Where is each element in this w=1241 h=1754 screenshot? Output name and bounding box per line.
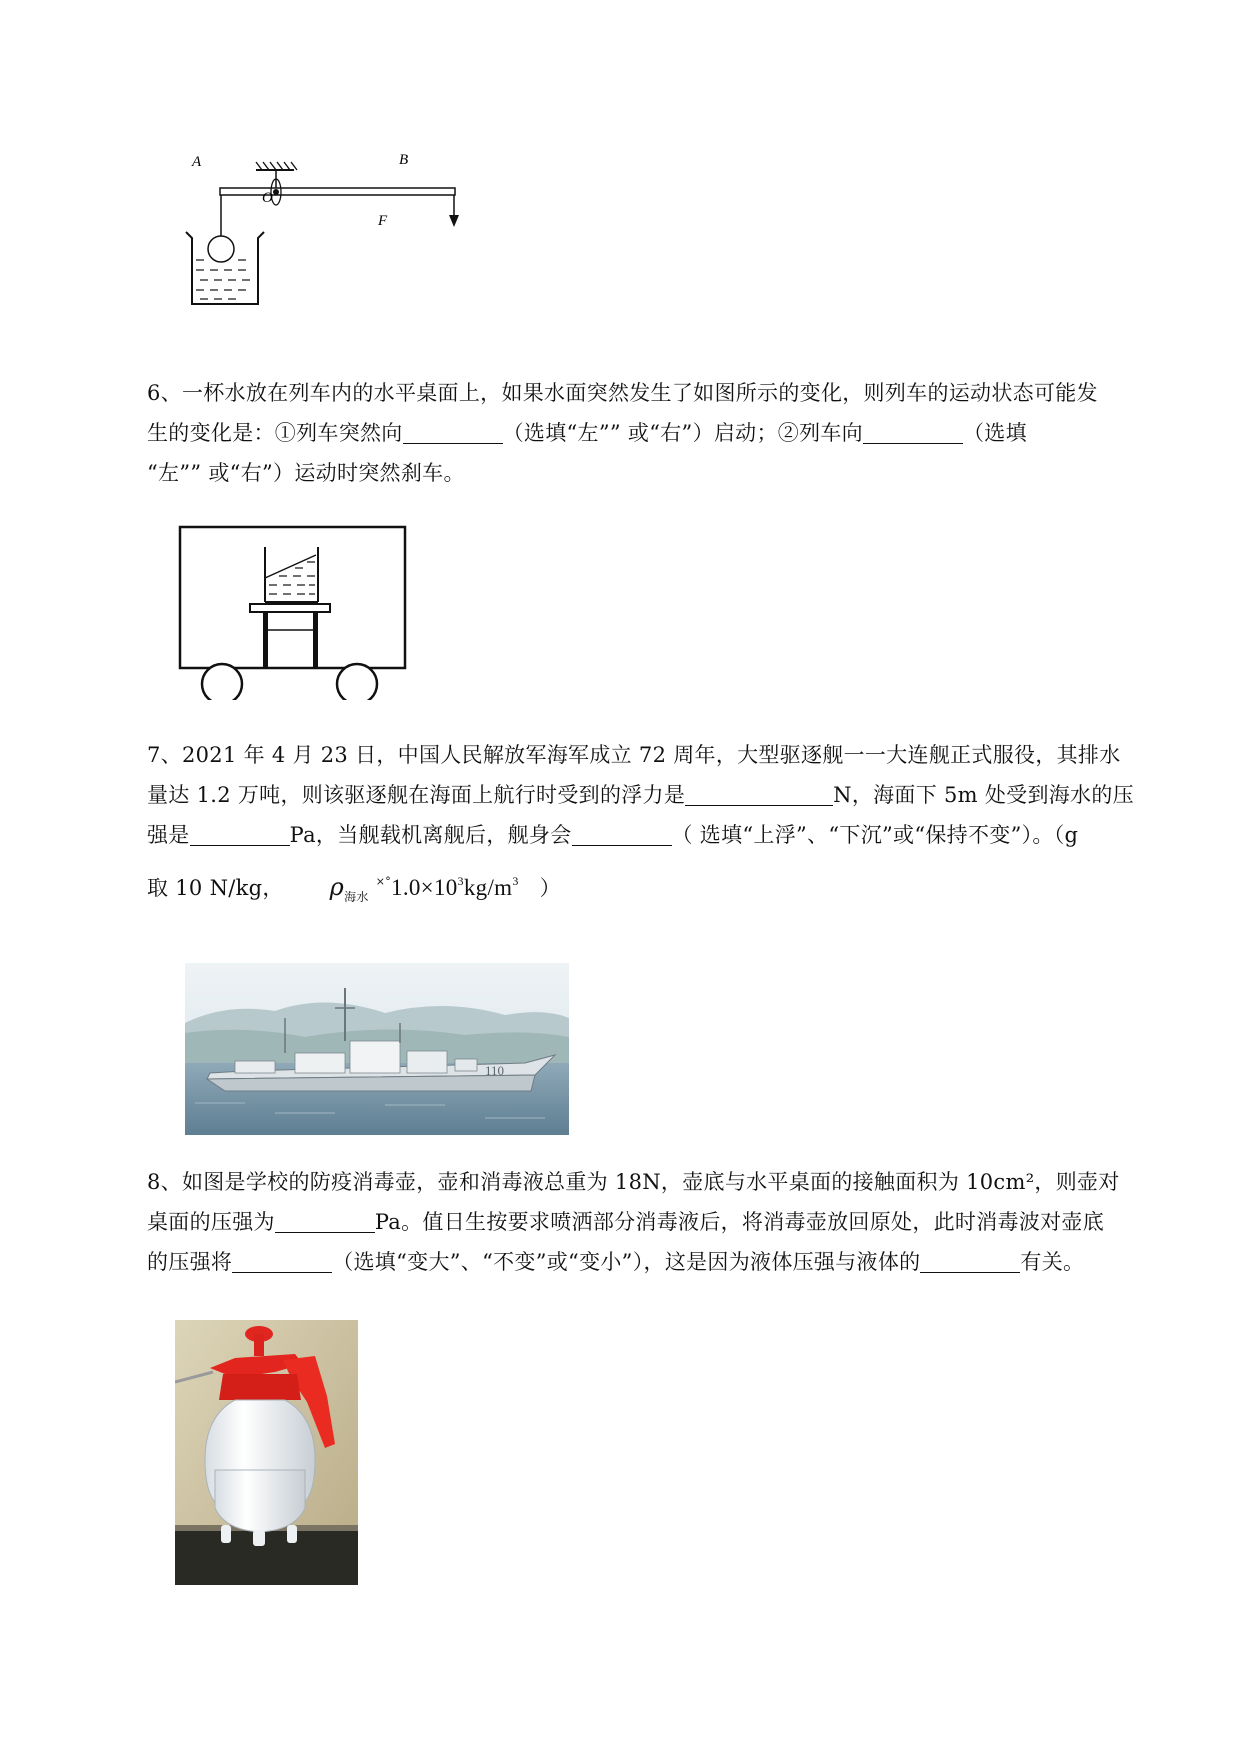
q7-line-4: 取 10 N/kg， $\rho_{海水}$ $^{\times^\circ}1.0\times 10^3kg/m^3$ ） — [147, 873, 561, 904]
label-b: B — [399, 152, 409, 168]
q8-line-3: 的压强将 （选填“变大”、“不变”或“变小”），这是因为液体压强与液体的 有关。 — [147, 1250, 1085, 1274]
answer-blank[interactable] — [920, 1250, 1020, 1273]
ship-hull-number: 110 — [485, 1063, 505, 1078]
label-a: A — [192, 154, 202, 170]
q6-line-2: 生的变化是：①列车突然向 （选填“左”” 或“右”）启动；②列车向 （选填 — [147, 421, 1027, 445]
q7-line-2: 量达 1.2 万吨，则该驱逐舰在海面上航行时受到的浮力是 N，海面下 5m 处受到海水的压 — [147, 783, 1134, 807]
density-value: $1.0\times 10^3kg/m^3$ — [391, 874, 519, 900]
answer-blank[interactable] — [190, 823, 290, 846]
spray-bottle-photo — [175, 1320, 358, 1585]
question-6 — [147, 373, 1147, 493]
answer-blank[interactable] — [275, 1210, 375, 1233]
answer-blank[interactable] — [863, 421, 963, 444]
q7-line-1: 7、2021 年 4 月 23 日，中国人民解放军海军成立 72 周年，大型驱逐舰一一大连舰正式服役，其排水 — [147, 743, 1121, 767]
rho-subscript: 海水 — [344, 890, 369, 904]
answer-blank[interactable] — [685, 783, 833, 806]
q8-line-2: 桌面的压强为 Pa。值日生按要求喷洒部分消毒液后，将消毒壶放回原处，此时消毒波对壶底 — [147, 1210, 1105, 1234]
label-o: O — [262, 190, 273, 206]
answer-blank[interactable] — [232, 1250, 332, 1273]
q6-line-1: 6、一杯水放在列车内的水平桌面上，如果水面突然发生了如图所示的变化，则列车的运动状态可能发 — [147, 381, 1098, 405]
rho-symbol: ρ — [329, 873, 345, 901]
question-7 — [147, 735, 1147, 917]
answer-blank[interactable] — [403, 421, 503, 444]
label-f: F — [378, 213, 388, 229]
figure-train-water — [175, 520, 415, 700]
q8-line-1: 8、如图是学校的防疫消毒壶，壶和消毒液总重为 18N，壶底与水平桌面的接触面积为 10cm²，则壶对 — [147, 1170, 1120, 1194]
question-8 — [147, 1162, 1147, 1282]
q7-line-3: 强是 Pa，当舰载机离舰后，舰身会 （ 选填“上浮”、“下沉”或“保持不变”）。（g — [147, 823, 1079, 847]
figure-lever-beaker — [170, 150, 470, 350]
answer-blank[interactable] — [572, 823, 672, 846]
q6-line-3: “左”” 或“右”）运动时突然刹车。 — [147, 461, 465, 485]
destroyer-photo — [185, 963, 569, 1135]
